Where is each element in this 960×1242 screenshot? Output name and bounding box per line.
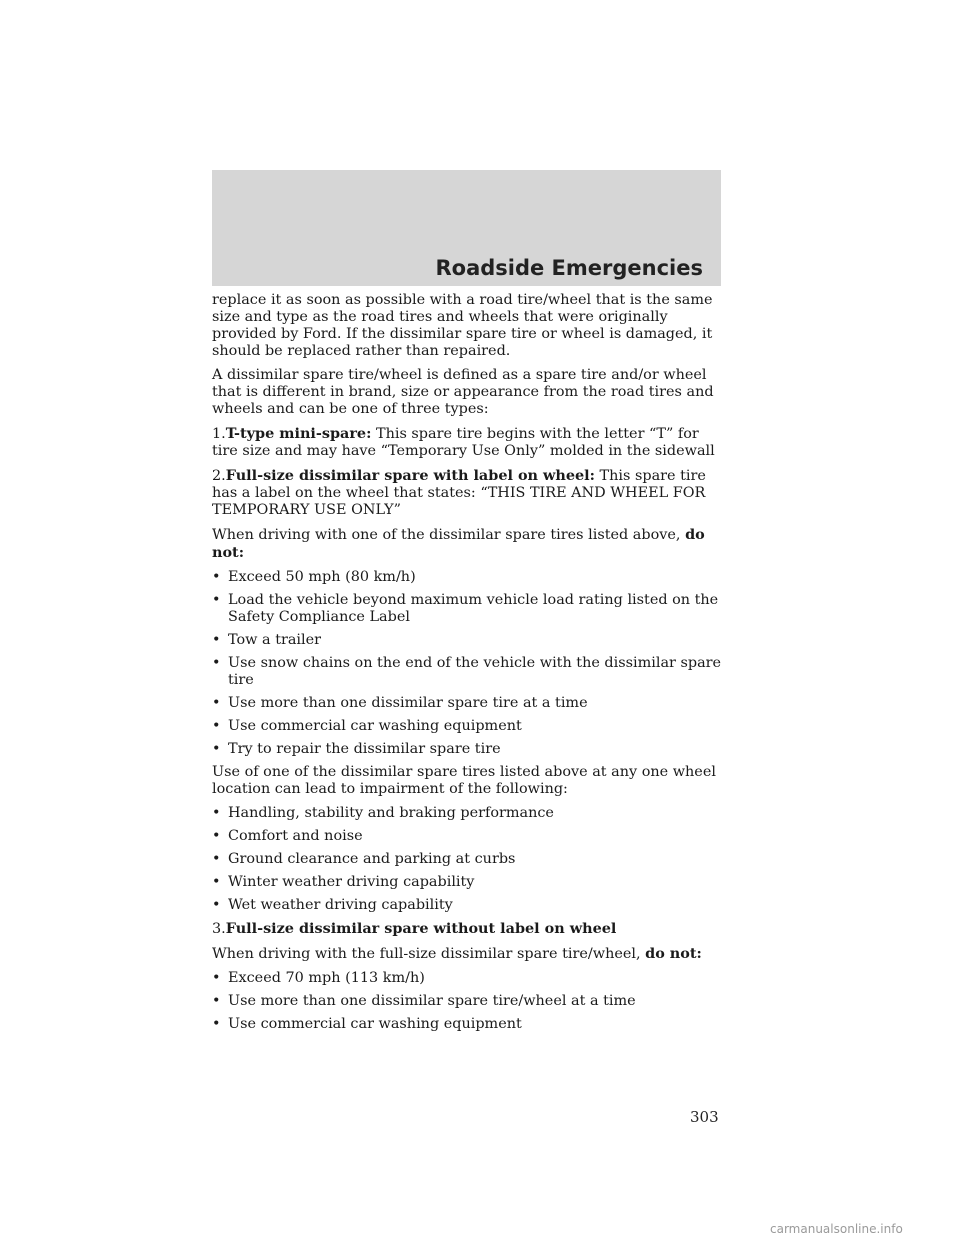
item-number: 2. <box>212 468 226 484</box>
list-item: • Use commercial car washing equipment <box>212 1016 724 1033</box>
item-label: Full-size dissimilar spare without label on wheel <box>225 920 617 937</box>
page-content <box>212 292 724 1039</box>
list-item: • Use snow chains on the end of the vehicle with the dissimilar spare tire <box>212 655 724 689</box>
list-item: • Tow a trailer <box>212 632 724 649</box>
item-label: T-type mini-spare: <box>225 425 372 442</box>
list-item: • Ground clearance and parking at curbs <box>212 851 724 868</box>
fullsize-donts-list <box>212 970 724 1033</box>
paragraph-replace: replace it as soon as possible with a road tire/wheel that is the same size and type as the road tires and wheels that were originally provided by Ford. If the dissimilar spare tire or wheel is damaged, it should be replaced rather than repaired. <box>212 292 713 359</box>
list-item: • Try to repair the dissimilar spare tire <box>212 741 724 758</box>
type-item-1 <box>212 425 724 460</box>
paragraph-fullsize-donts-intro: When driving with the full-size dissimilar spare tire/wheel, do not: <box>212 945 702 962</box>
paragraph-donts-intro: When driving with one of the dissimilar spare tires listed above, do not: <box>212 526 705 561</box>
item-number: 1. <box>212 426 226 442</box>
list-item: • Use more than one dissimilar spare tire at a time <box>212 695 724 712</box>
type-item-2 <box>212 467 724 519</box>
type-item-3 <box>212 920 724 938</box>
section-header-band <box>212 170 721 286</box>
item-number: 3. <box>212 921 226 937</box>
donts-emphasis: do not: <box>645 945 702 962</box>
donts-emphasis: do not: <box>212 526 705 561</box>
paragraph-impairment-intro: Use of one of the dissimilar spare tires listed above at any one wheel location can lead to impairment of the following: <box>212 764 716 797</box>
list-item: • Exceed 70 mph (113 km/h) <box>212 970 724 987</box>
paragraph-definition: A dissimilar spare tire/wheel is defined as a spare tire and/or wheel that is different in brand, size or appearance from the road tires and wheels and can be one of three types: <box>212 367 714 417</box>
watermark: carmanualsonline.info <box>770 1222 903 1236</box>
page-number: 303 <box>690 1108 719 1126</box>
item-label: Full-size dissimilar spare with label on wheel: <box>225 467 595 484</box>
impairments-list <box>212 805 724 914</box>
list-item: • Use commercial car washing equipment <box>212 718 724 735</box>
list-item: • Exceed 50 mph (80 km/h) <box>212 569 724 586</box>
list-item: • Handling, stability and braking performance <box>212 805 724 822</box>
item-text: This spare tire has a label on the wheel that states: “THIS TIRE AND WHEEL FOR TEMPORARY USE ONLY” <box>212 468 706 518</box>
section-title: Roadside Emergencies <box>435 256 703 280</box>
list-item: • Load the vehicle beyond maximum vehicle load rating listed on the Safety Compliance Label <box>212 592 724 626</box>
list-item: • Winter weather driving capability <box>212 874 724 891</box>
list-item: • Use more than one dissimilar spare tire/wheel at a time <box>212 993 724 1010</box>
list-item: • Comfort and noise <box>212 828 724 845</box>
list-item: • Wet weather driving capability <box>212 897 724 914</box>
item-text: This spare tire begins with the letter “T” for tire size and may have “Temporary Use Only” molded in the sidewall <box>212 426 715 459</box>
donts-list <box>212 569 724 758</box>
